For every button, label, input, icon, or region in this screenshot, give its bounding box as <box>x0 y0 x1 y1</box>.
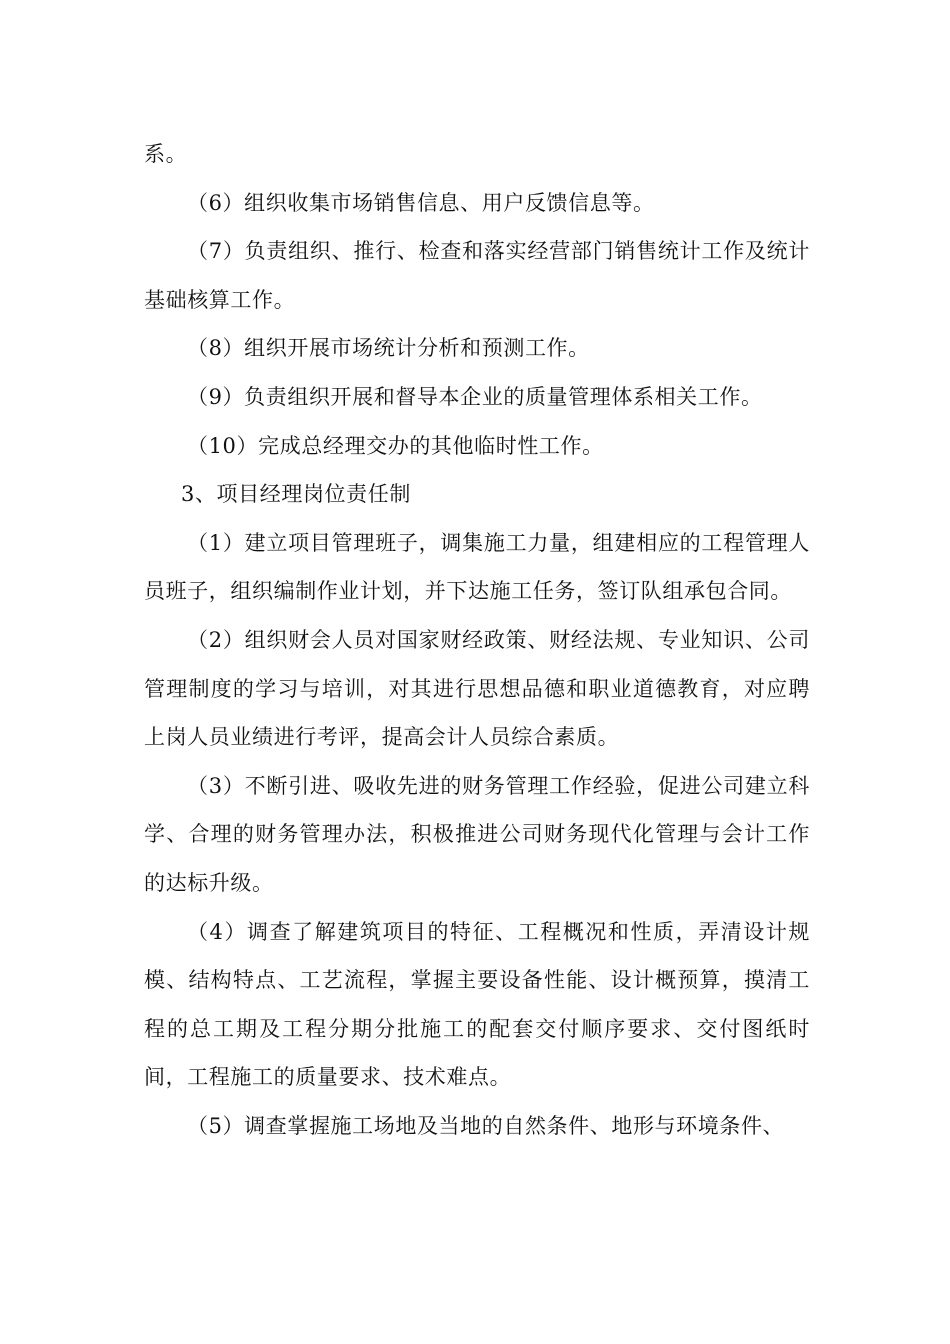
paragraph-item-8: （8）组织开展市场统计分析和预测工作。 <box>187 336 590 361</box>
paragraph-pm-item-2: （2）组织财会人员对国家财经政策、财经法规、专业知识、公司管理制度的学习与培训，对其进行思想品德和职业道德教育，对应聘上岗人员业绩进行考评，提高会计人员综合素质。 <box>144 627 810 750</box>
paragraph-pm-item-1: （1）建立项目管理班子，调集施工力量，组建相应的工程管理人员班子，组织编制作业计划，并下达施工任务，签订队组承包合同。 <box>144 530 810 604</box>
paragraph-continuation: 系。 <box>144 142 188 166</box>
paragraph-pm-item-5: （5）调查掌握施工场地及当地的自然条件、地形与环境条件、 <box>187 1113 785 1138</box>
paragraph-pm-item-4: （4）调查了解建筑项目的特征、工程概况和性质，弄清设计规模、结构特点、工艺流程，掌握主要设备性能、设计概预算，摸清工程的总工期及工程分期分批施工的配套交付顺序要求、交付图纸时间，工程施工的质量要求、技术难点。 <box>144 919 810 1090</box>
paragraph-item-7: （7）负责组织、推行、检查和落实经营部门销售统计工作及统计基础核算工作。 <box>144 239 810 312</box>
document-body <box>144 130 810 1150</box>
section-heading: 3、项目经理岗位责任制 <box>181 482 411 507</box>
paragraph-pm-item-3: （3）不断引进、吸收先进的财务管理工作经验，促进公司建立科学、合理的财务管理办法，积极推进公司财务现代化管理与会计工作的达标升级。 <box>144 773 810 895</box>
paragraph-item-9: （9）负责组织开展和督导本企业的质量管理体系相关工作。 <box>187 384 763 409</box>
paragraph-item-6: （6）组织收集市场销售信息、用户反馈信息等。 <box>187 190 655 215</box>
paragraph-item-10: （10）完成总经理交办的其他临时性工作。 <box>187 433 604 458</box>
